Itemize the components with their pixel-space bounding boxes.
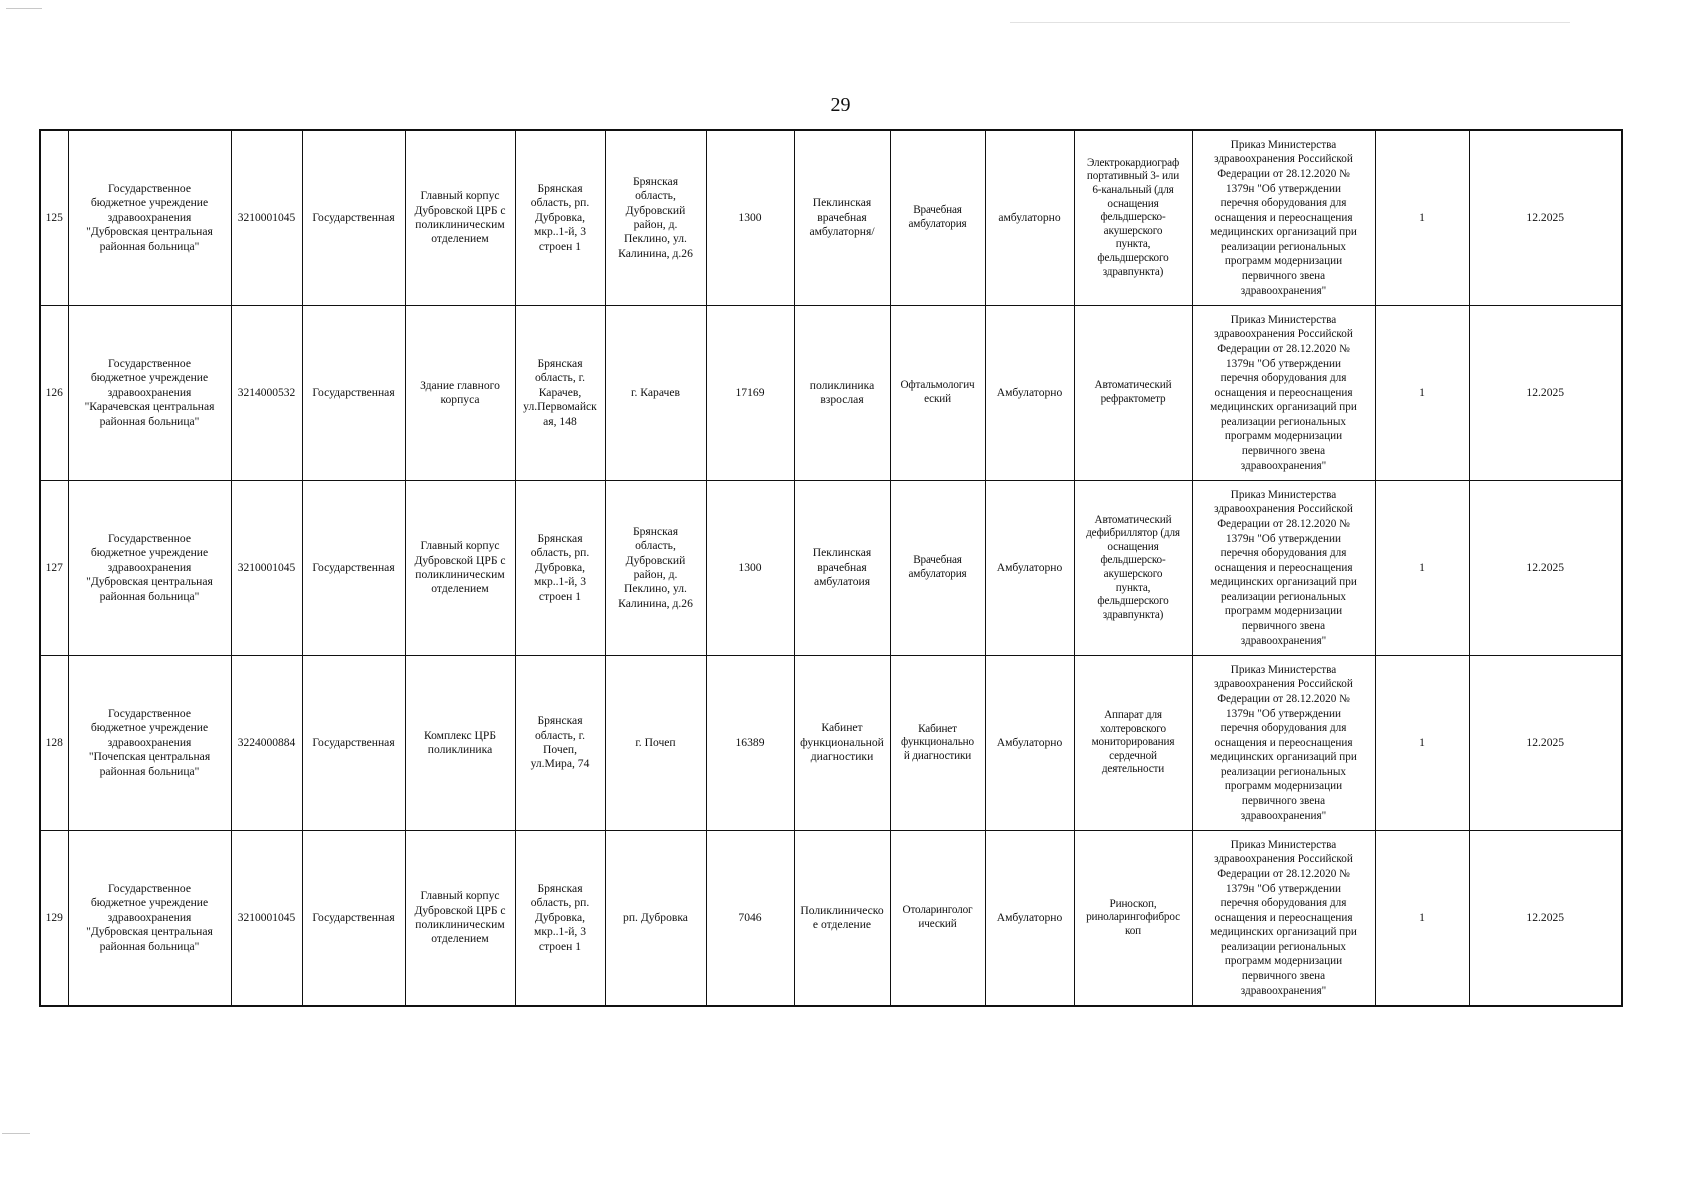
building-address: Брянская область, рп. Дубровка, мкр..1-й, 3 строен 1: [515, 130, 605, 306]
building-name: Главный корпус Дубровской ЦРБ с поликлиническим отделением: [405, 481, 515, 656]
inn: 3210001045: [231, 130, 302, 306]
equipment-name: Аппарат для холтеровского мониторирования сердечной деятельности: [1074, 656, 1192, 831]
row-number: 128: [40, 656, 68, 831]
table-row: [40, 831, 1622, 1007]
row-number: 126: [40, 306, 68, 481]
served-population: 16389: [706, 656, 794, 831]
ownership-form: Государственная: [302, 831, 405, 1007]
inn: 3210001045: [231, 831, 302, 1007]
structural-subdivision: Пеклинская врачебная амбулаторня/: [794, 130, 890, 306]
delivery-deadline: 12.2025: [1469, 656, 1622, 831]
ownership-form: Государственная: [302, 130, 405, 306]
row-number: 125: [40, 130, 68, 306]
unit-address: рп. Дубровка: [605, 831, 706, 1007]
building-name: Комплекс ЦРБ поликлиника: [405, 656, 515, 831]
department: Отоларинголог ический: [890, 831, 985, 1007]
delivery-deadline: 12.2025: [1469, 130, 1622, 306]
served-population: 17169: [706, 306, 794, 481]
building-name: Главный корпус Дубровской ЦРБ с поликлиническим отделением: [405, 130, 515, 306]
table-body: [40, 130, 1622, 1006]
department: Кабинет функционально й диагностики: [890, 656, 985, 831]
structural-subdivision: Кабинет функциональной диагностики: [794, 656, 890, 831]
equipment-quantity: 1: [1375, 656, 1469, 831]
regulatory-standard: Приказ Министерства здравоохранения Российской Федерации от 28.12.2020 № 1379н "Об утверждении перечня оборудования для оснащения и переоснащения медицинских организаций при реализации региональных программ модернизации первичного звена здравоохранения": [1192, 831, 1375, 1007]
equipment-quantity: 1: [1375, 481, 1469, 656]
building-address: Брянская область, г. Почеп, ул.Мира, 74: [515, 656, 605, 831]
served-population: 1300: [706, 481, 794, 656]
building-name: Здание главного корпуса: [405, 306, 515, 481]
table-row: [40, 306, 1622, 481]
equipment-name: Автоматический дефибриллятор (для оснащения фельдшерско- акушерского пункта, фельдшерского здравпункта): [1074, 481, 1192, 656]
structural-subdivision: Поликлиническо е отделение: [794, 831, 890, 1007]
building-address: Брянская область, рп. Дубровка, мкр..1-й, 3 строен 1: [515, 481, 605, 656]
institution-name: Государственное бюджетное учреждение здравоохранения "Дубровская центральная районная больница": [68, 831, 231, 1007]
regulatory-standard: Приказ Министерства здравоохранения Российской Федерации от 28.12.2020 № 1379н "Об утверждении перечня оборудования для оснащения и переоснащения медицинских организаций при реализации региональных программ модернизации первичного звена здравоохранения": [1192, 130, 1375, 306]
served-population: 1300: [706, 130, 794, 306]
department: Врачебная амбулатория: [890, 130, 985, 306]
department: Врачебная амбулатория: [890, 481, 985, 656]
ownership-form: Государственная: [302, 481, 405, 656]
equipment-quantity: 1: [1375, 306, 1469, 481]
unit-address: г. Почеп: [605, 656, 706, 831]
structural-subdivision: поликлиника взрослая: [794, 306, 890, 481]
row-number: 129: [40, 831, 68, 1007]
equipment-quantity: 1: [1375, 831, 1469, 1007]
institution-name: Государственное бюджетное учреждение здравоохранения "Дубровская центральная районная больница": [68, 481, 231, 656]
department: Офтальмологич еский: [890, 306, 985, 481]
delivery-deadline: 12.2025: [1469, 831, 1622, 1007]
care-conditions: Амбулаторно: [985, 831, 1074, 1007]
structural-subdivision: Пеклинская врачебная амбулатоия: [794, 481, 890, 656]
building-address: Брянская область, г. Карачев, ул.Первомайск ая, 148: [515, 306, 605, 481]
institution-name: Государственное бюджетное учреждение здравоохранения "Карачевская центральная районная больница": [68, 306, 231, 481]
inn: 3210001045: [231, 481, 302, 656]
inn: 3224000884: [231, 656, 302, 831]
regulatory-standard: Приказ Министерства здравоохранения Российской Федерации от 28.12.2020 № 1379н "Об утверждении перечня оборудования для оснащения и переоснащения медицинских организаций при реализации региональных программ модернизации первичного звена здравоохранения": [1192, 656, 1375, 831]
building-address: Брянская область, рп. Дубровка, мкр..1-й, 3 строен 1: [515, 831, 605, 1007]
page-number: 29: [830, 94, 851, 116]
table-row: [40, 130, 1622, 306]
care-conditions: Амбулаторно: [985, 656, 1074, 831]
table-row: [40, 481, 1622, 656]
ownership-form: Государственная: [302, 656, 405, 831]
equipment-quantity: 1: [1375, 130, 1469, 306]
table-row: [40, 656, 1622, 831]
regulatory-standard: Приказ Министерства здравоохранения Российской Федерации от 28.12.2020 № 1379н "Об утверждении перечня оборудования для оснащения и переоснащения медицинских организаций при реализации региональных программ модернизации первичного звена здравоохранения": [1192, 481, 1375, 656]
unit-address: Брянская область, Дубровский район, д. Пеклино, ул. Калинина, д.26: [605, 481, 706, 656]
inn: 3214000532: [231, 306, 302, 481]
institution-name: Государственное бюджетное учреждение здравоохранения "Дубровская центральная районная больница": [68, 130, 231, 306]
scan-artifact-bottom-left: [2, 1133, 30, 1134]
unit-address: Брянская область, Дубровский район, д. Пеклино, ул. Калинина, д.26: [605, 130, 706, 306]
care-conditions: Амбулаторно: [985, 306, 1074, 481]
regulatory-standard: Приказ Министерства здравоохранения Российской Федерации от 28.12.2020 № 1379н "Об утверждении перечня оборудования для оснащения и переоснащения медицинских организаций при реализации региональных программ модернизации первичного звена здравоохранения": [1192, 306, 1375, 481]
care-conditions: Амбулаторно: [985, 481, 1074, 656]
building-name: Главный корпус Дубровской ЦРБ с поликлиническим отделением: [405, 831, 515, 1007]
equipment-plan-table: [39, 129, 1623, 1007]
equipment-name: Риноскоп, риноларингофиброс коп: [1074, 831, 1192, 1007]
scan-artifact-top-right: [1010, 22, 1570, 23]
institution-name: Государственное бюджетное учреждение здравоохранения "Почепская центральная районная больница": [68, 656, 231, 831]
equipment-name: Электрокардиограф портативный 3- или 6-канальный (для оснащения фельдшерско- акушерского пункта, фельдшерского здравпункта): [1074, 130, 1192, 306]
care-conditions: амбулаторно: [985, 130, 1074, 306]
ownership-form: Государственная: [302, 306, 405, 481]
scan-artifact-top-left: [6, 8, 42, 9]
delivery-deadline: 12.2025: [1469, 306, 1622, 481]
delivery-deadline: 12.2025: [1469, 481, 1622, 656]
served-population: 7046: [706, 831, 794, 1007]
row-number: 127: [40, 481, 68, 656]
equipment-name: Автоматический рефрактометр: [1074, 306, 1192, 481]
unit-address: г. Карачев: [605, 306, 706, 481]
